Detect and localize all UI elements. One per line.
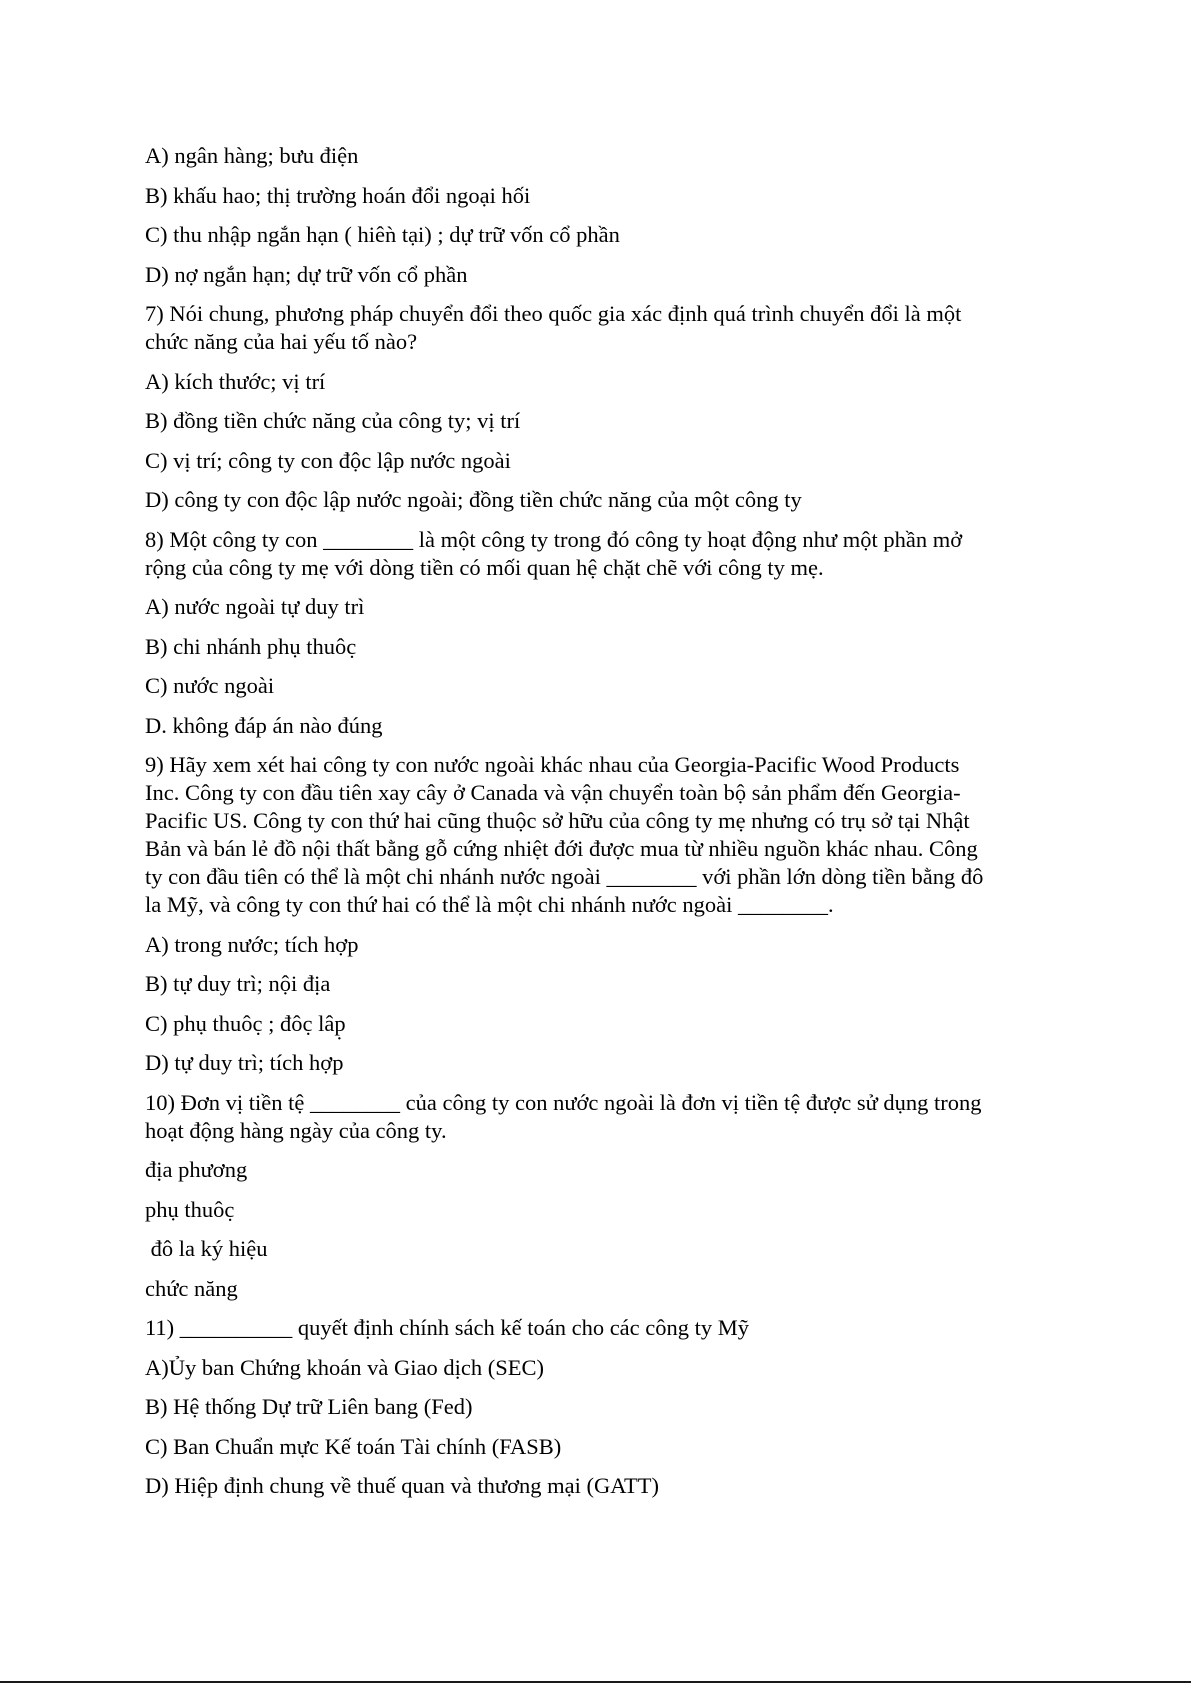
- option-a: A) trong nước; tích hợp: [145, 931, 359, 957]
- option-a: A) nước ngoài tự duy trì: [145, 594, 365, 619]
- page-bottom-divider: [0, 1681, 1191, 1683]
- question-text-line: Pacific US. Công ty con thứ hai cũng thuộc sở hữu của công ty mẹ nhưng có trụ sở tại Nhật: [145, 808, 970, 833]
- question-text-line: Inc. Công ty con đầu tiên xay cây ở Canada và vận chuyển toàn bộ sản phẩm đến Georgia-: [145, 780, 961, 805]
- option-a: A)Ủy ban Chứng khoán và Giao dịch (SEC): [145, 1354, 545, 1380]
- question-text-line: la Mỹ, và công ty con thứ hai có thể là một chi nhánh nước ngoài ________.: [145, 892, 834, 917]
- option-b: B) khấu hao; thị trường hoán đổi ngoại hối: [145, 182, 531, 208]
- option-d: D) công ty con độc lập nước ngoài; đồng tiền chức năng của một công ty: [145, 487, 802, 512]
- question-10-text: [145, 1089, 1055, 1145]
- question-text-line: rộng của công ty mẹ với dòng tiền có mối quan hệ chặt chẽ với công ty mẹ.: [145, 554, 824, 580]
- option-d: D) tự duy trì; tích hợp: [145, 1050, 344, 1075]
- option-c: C) phụ thuôc̣ ; đôc̣ lâp̣: [145, 1010, 346, 1036]
- question-text-line: 11) __________ quyết định chính sách kế toán cho các công ty Mỹ: [145, 1315, 750, 1340]
- question-8-text: [145, 526, 1055, 582]
- option-a: địa phương: [145, 1157, 248, 1182]
- question-text-line: hoạt động hàng ngày của công ty.: [145, 1117, 447, 1143]
- option-d: chức năng: [145, 1275, 238, 1301]
- question-text-line: 9) Hãy xem xét hai công ty con nước ngoài khác nhau của Georgia-Pacific Wood Products: [145, 752, 960, 777]
- option-d: D) nợ ngắn hạn; dự trữ vốn cổ phần: [145, 261, 468, 287]
- option-c: C) Ban Chuẩn mực Kế toán Tài chính (FASB): [145, 1433, 562, 1459]
- question-9: [145, 751, 1055, 1077]
- question-7: [145, 300, 1055, 514]
- question-text-line: chức năng của hai yếu tố nào?: [145, 329, 418, 354]
- question-text-line: 7) Nói chung, phương pháp chuyển đổi theo quốc gia xác định quá trình chuyển đổi là một: [145, 301, 962, 326]
- question-text-line: ty con đầu tiên có thể là một chi nhánh nước ngoài ________ với phần lớn dòng tiền bằng đô: [145, 864, 984, 889]
- question-11-text: [145, 1314, 1055, 1342]
- option-b: phụ thuôc̣: [145, 1196, 235, 1222]
- question-10: [145, 1089, 1055, 1303]
- option-b: B) chi nhánh phụ thuôc̣: [145, 633, 357, 659]
- option-c: C) nước ngoài: [145, 673, 275, 698]
- option-c: C) vị trí; công ty con độc lập nước ngoài: [145, 447, 511, 473]
- option-a: A) ngân hàng; bưu điện: [145, 143, 359, 168]
- question-11: [145, 1314, 1055, 1500]
- option-c: đô la ký hiệu: [145, 1236, 268, 1261]
- previous-question-options: [145, 142, 1055, 289]
- option-b: B) Hệ thống Dự trữ Liên bang (Fed): [145, 1394, 473, 1419]
- option-d: D. không đáp án nào đúng: [145, 712, 383, 738]
- option-c: C) thu nhập ngắn hạn ( hiêǹ tại) ; dự trữ vốn cổ phần: [145, 222, 620, 247]
- question-text-line: 10) Đơn vị tiền tệ ________ của công ty con nước ngoài là đơn vị tiền tệ được sử dụng trong: [145, 1089, 982, 1115]
- document-body: [145, 142, 1055, 1512]
- question-9-text: [145, 751, 1055, 919]
- question-7-text: [145, 300, 1055, 356]
- option-b: B) tự duy trì; nội địa: [145, 971, 331, 996]
- question-text-line: Bản và bán lẻ đồ nội thất bằng gỗ cứng nhiệt đới được mua từ nhiều nguồn khác nhau. Công: [145, 836, 978, 861]
- question-8: [145, 526, 1055, 740]
- option-b: B) đồng tiền chức năng của công ty; vị trí: [145, 408, 521, 433]
- option-a: A) kích thước; vị trí: [145, 368, 326, 394]
- option-d: D) Hiệp định chung về thuế quan và thương mại (GATT): [145, 1473, 659, 1498]
- question-text-line: 8) Một công ty con ________ là một công ty trong đó công ty hoạt động như một phần mở: [145, 526, 963, 552]
